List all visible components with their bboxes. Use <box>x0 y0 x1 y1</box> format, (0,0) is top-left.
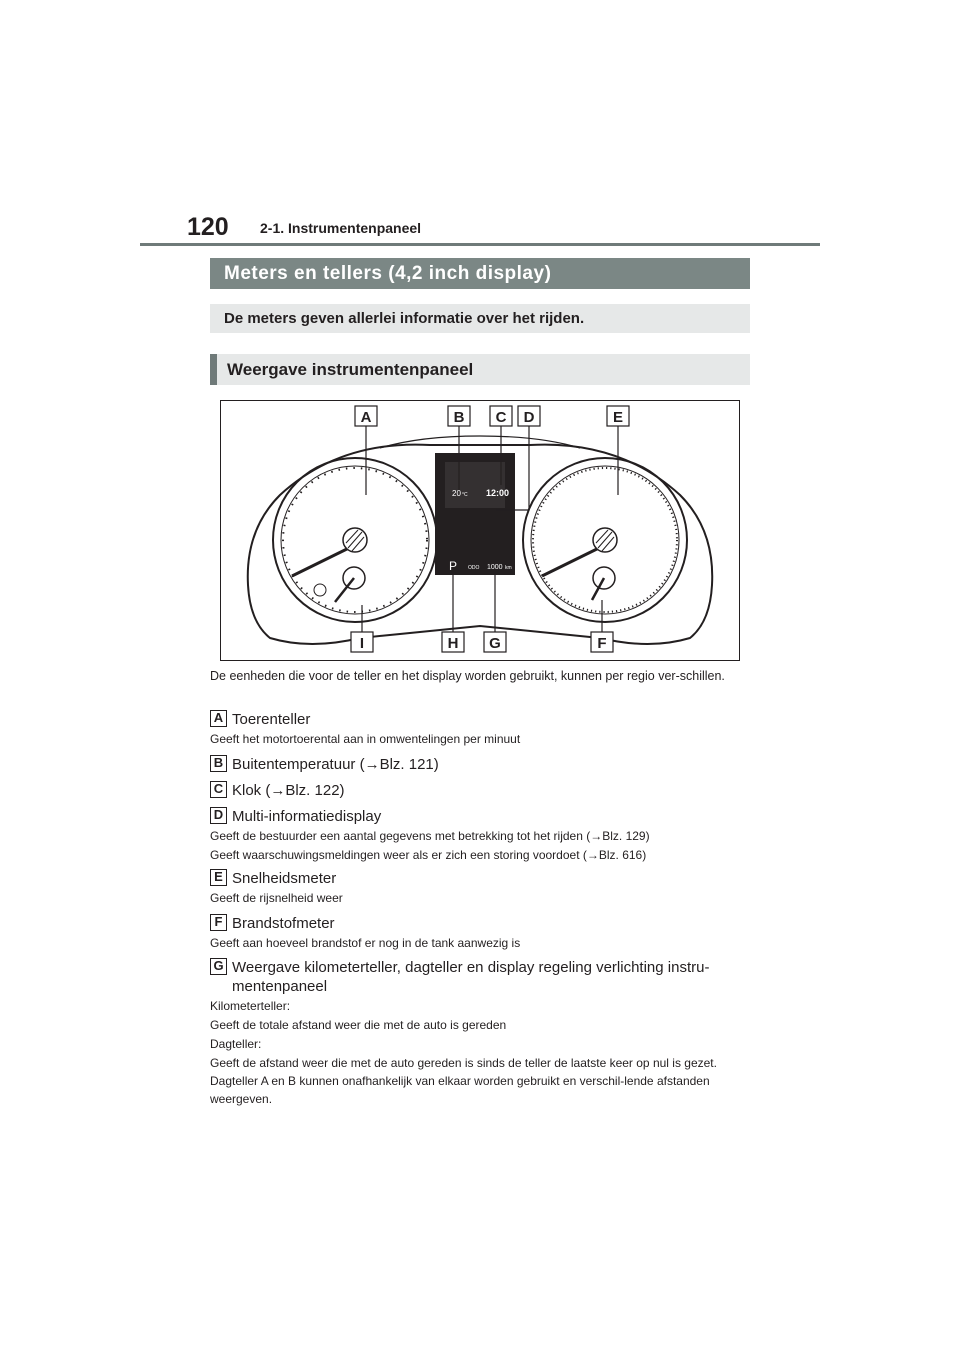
chapter-title: 2-1. Instrumentenpaneel <box>260 220 422 236</box>
item-desc: Dagteller: <box>210 1037 262 1051</box>
instrument-panel-figure <box>220 400 740 661</box>
callout-e: E <box>612 409 624 426</box>
callout-i: I <box>359 635 365 652</box>
item-badge: F <box>210 914 227 931</box>
section-summary: De meters geven allerlei informatie over het rijden. <box>210 304 750 333</box>
display-clock: 12:00 <box>486 488 510 498</box>
callout-a: A <box>360 409 372 426</box>
display-odo-label: ODO <box>468 565 480 571</box>
subsection-title: Weergave instrumentenpaneel <box>210 354 750 385</box>
item-title: Weergave kilometerteller, dagteller en display regeling verlichting instru-mentenpaneel <box>232 959 710 995</box>
item-badge: C <box>210 781 227 798</box>
header-rule <box>140 243 820 246</box>
callout-d: D <box>523 409 535 426</box>
item-desc: Geeft het motortoerental aan in omwentelingen per minuut <box>210 732 521 746</box>
item-desc: Geeft de bestuurder een aantal gegevens met betrekking tot het rijden (→Blz. 129) <box>210 829 650 843</box>
display-temperature: 20 <box>452 489 461 498</box>
display-gear: P <box>449 559 458 573</box>
item-c <box>210 781 755 800</box>
item-badge: D <box>210 807 227 824</box>
display-odometer: 1000 <box>487 564 503 571</box>
callout-h: H <box>447 635 459 652</box>
item-desc: Geeft de totale afstand weer die met de auto is gereden <box>210 1018 507 1032</box>
callout-g: G <box>489 635 501 652</box>
intro-text: De eenheden die voor de teller en het display worden gebruikt, kunnen per regio ver-schillen. <box>210 669 725 683</box>
item-desc: Kilometerteller: <box>210 999 291 1013</box>
display-temp-unit: °C <box>462 492 468 498</box>
callout-c: C <box>495 409 507 426</box>
item-f <box>210 914 755 952</box>
display-odo-unit: km <box>505 565 512 571</box>
item-e <box>210 869 755 907</box>
item-badge: E <box>210 869 227 886</box>
item-b <box>210 755 755 774</box>
item-title: Brandstofmeter <box>232 915 335 932</box>
section-title: Meters en tellers (4,2 inch display) <box>210 258 750 289</box>
item-desc: Geeft aan hoeveel brandstof er nog in de tank aanwezig is <box>210 936 521 950</box>
item-title: Toerenteller <box>232 711 311 728</box>
item-title: Buitentemperatuur (→Blz. 121) <box>232 756 439 773</box>
item-g <box>210 958 755 1108</box>
item-desc: Geeft waarschuwingsmeldingen weer als er zich een storing voordoet (→Blz. 616) <box>210 848 647 862</box>
page-number: 120 <box>187 213 229 241</box>
item-d <box>210 807 755 864</box>
item-desc: Geeft de rijsnelheid weer <box>210 891 343 905</box>
item-badge: G <box>210 958 227 975</box>
callout-f: F <box>597 635 607 652</box>
item-desc: Geeft de afstand weer die met de auto gereden is sinds de teller de laatste keer op nul is gezet. Dagteller A en B kunnen onafhankelijk van elkaar worden gebruikt en verschil-lende afstanden weergeven. <box>210 1056 717 1106</box>
item-title: Snelheidsmeter <box>232 870 337 887</box>
callout-b: B <box>453 409 465 426</box>
item-title: Multi-informatiedisplay <box>232 808 382 825</box>
item-title: Klok (→Blz. 122) <box>232 782 345 799</box>
item-badge: B <box>210 755 227 772</box>
item-badge: A <box>210 710 227 727</box>
item-a <box>210 710 755 748</box>
